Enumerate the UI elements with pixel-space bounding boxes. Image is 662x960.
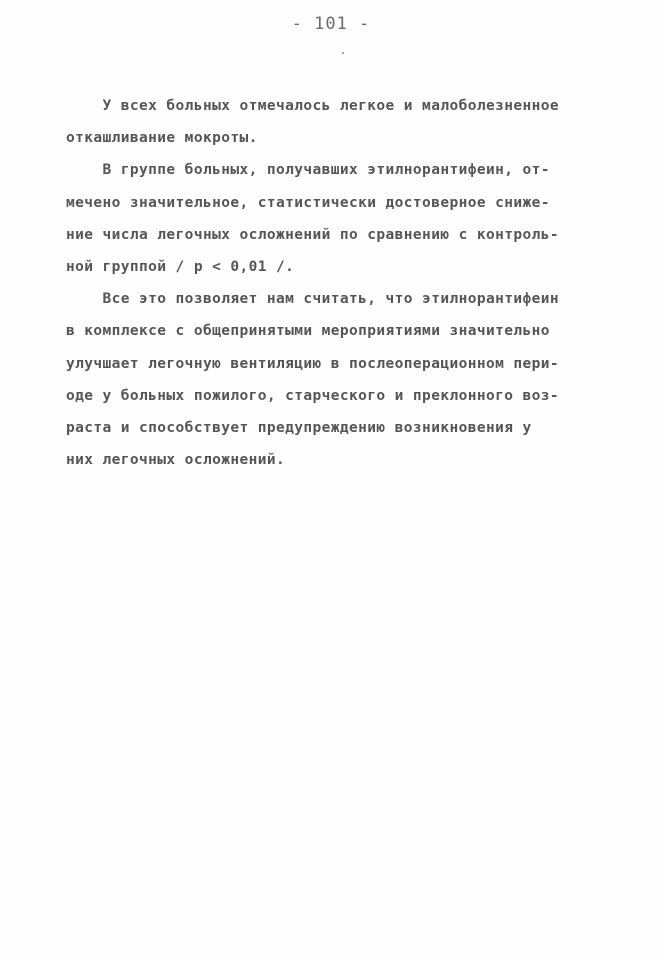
text-line: них легочных осложнений. bbox=[66, 452, 286, 469]
text-line: улучшает легочную вентиляцию в послеоперационном пери- bbox=[66, 355, 560, 372]
body-text bbox=[66, 90, 606, 476]
text-line: откашливание мокроты. bbox=[66, 130, 258, 147]
text-line: мечено значительное, статистически достоверное сниже- bbox=[66, 194, 550, 211]
text-line: раста и способствует предупреждению возникновения у bbox=[66, 419, 532, 436]
text-line: оде у больных пожилого, старческого и преклонного воз- bbox=[66, 387, 560, 404]
text-line: ние числа легочных осложнений по сравнению с контроль- bbox=[66, 226, 560, 243]
text-line: в комплексе с общепринятыми мероприятиями значительно bbox=[66, 323, 550, 340]
text-line: ной группой / р < 0,01 /. bbox=[66, 258, 295, 275]
text-line: У всех больных отмечалось легкое и малоболезненное bbox=[66, 98, 560, 114]
text-line: В группе больных, получавших этилнорантифеин, от- bbox=[66, 162, 550, 179]
page-number: - 101 - bbox=[291, 14, 371, 34]
text-line: Все это позволяет нам считать, что этилнорантифеин bbox=[66, 291, 560, 308]
page-mark bbox=[342, 52, 344, 54]
